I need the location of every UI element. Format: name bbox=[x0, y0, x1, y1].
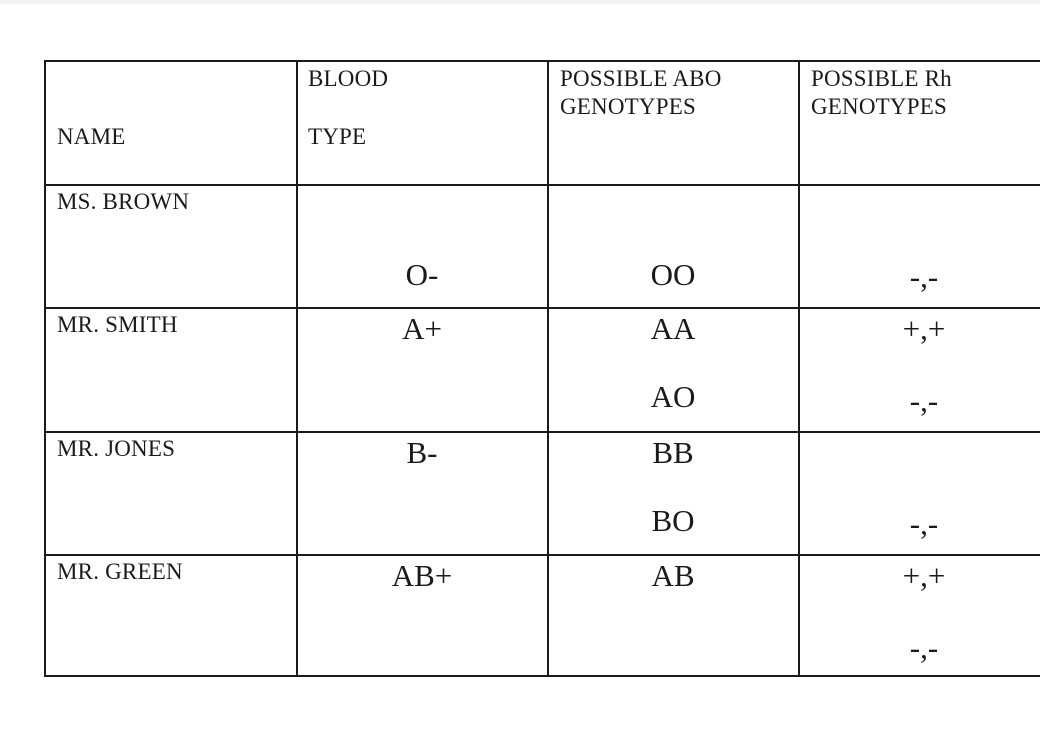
row-blood-type: O- bbox=[405, 257, 439, 292]
row-abo-genotype: AA bbox=[650, 311, 696, 346]
row-rh-genotype: +,+ bbox=[902, 558, 946, 593]
blood-type-table bbox=[44, 60, 1040, 677]
row-name: MR. GREEN bbox=[57, 559, 183, 584]
row-blood-type: AB+ bbox=[391, 558, 453, 593]
row-abo-genotype: BO bbox=[651, 503, 695, 538]
row-rh-genotype: -,- bbox=[909, 259, 939, 294]
row-divider bbox=[46, 431, 1040, 433]
header-abo-line2: GENOTYPES bbox=[560, 94, 696, 119]
header-rh-line1: POSSIBLE Rh bbox=[811, 66, 952, 91]
row-rh-genotype: +,+ bbox=[902, 311, 946, 346]
header-blood-type-line2: TYPE bbox=[308, 124, 367, 149]
row-blood-type: A+ bbox=[402, 311, 442, 346]
top-strip bbox=[0, 0, 1040, 4]
header-blood-type-line1: BLOOD bbox=[308, 66, 389, 91]
row-rh-genotype: -,- bbox=[909, 506, 939, 541]
row-abo-genotype: AB bbox=[651, 558, 695, 593]
row-divider bbox=[46, 554, 1040, 556]
row-abo-genotype: OO bbox=[650, 257, 696, 292]
row-blood-type: B- bbox=[406, 435, 438, 470]
row-name: MS. BROWN bbox=[57, 189, 190, 214]
row-divider bbox=[46, 184, 1040, 186]
row-abo-genotype: BB bbox=[652, 435, 694, 470]
header-name: NAME bbox=[57, 124, 126, 149]
row-rh-genotype: -,- bbox=[909, 383, 939, 418]
row-divider bbox=[46, 307, 1040, 309]
header-abo-line1: POSSIBLE ABO bbox=[560, 66, 722, 91]
header-rh-line2: GENOTYPES bbox=[811, 94, 947, 119]
row-name: MR. SMITH bbox=[57, 312, 178, 337]
row-rh-genotype: -,- bbox=[909, 630, 939, 665]
row-name: MR. JONES bbox=[57, 436, 176, 461]
row-abo-genotype: AO bbox=[650, 379, 696, 414]
